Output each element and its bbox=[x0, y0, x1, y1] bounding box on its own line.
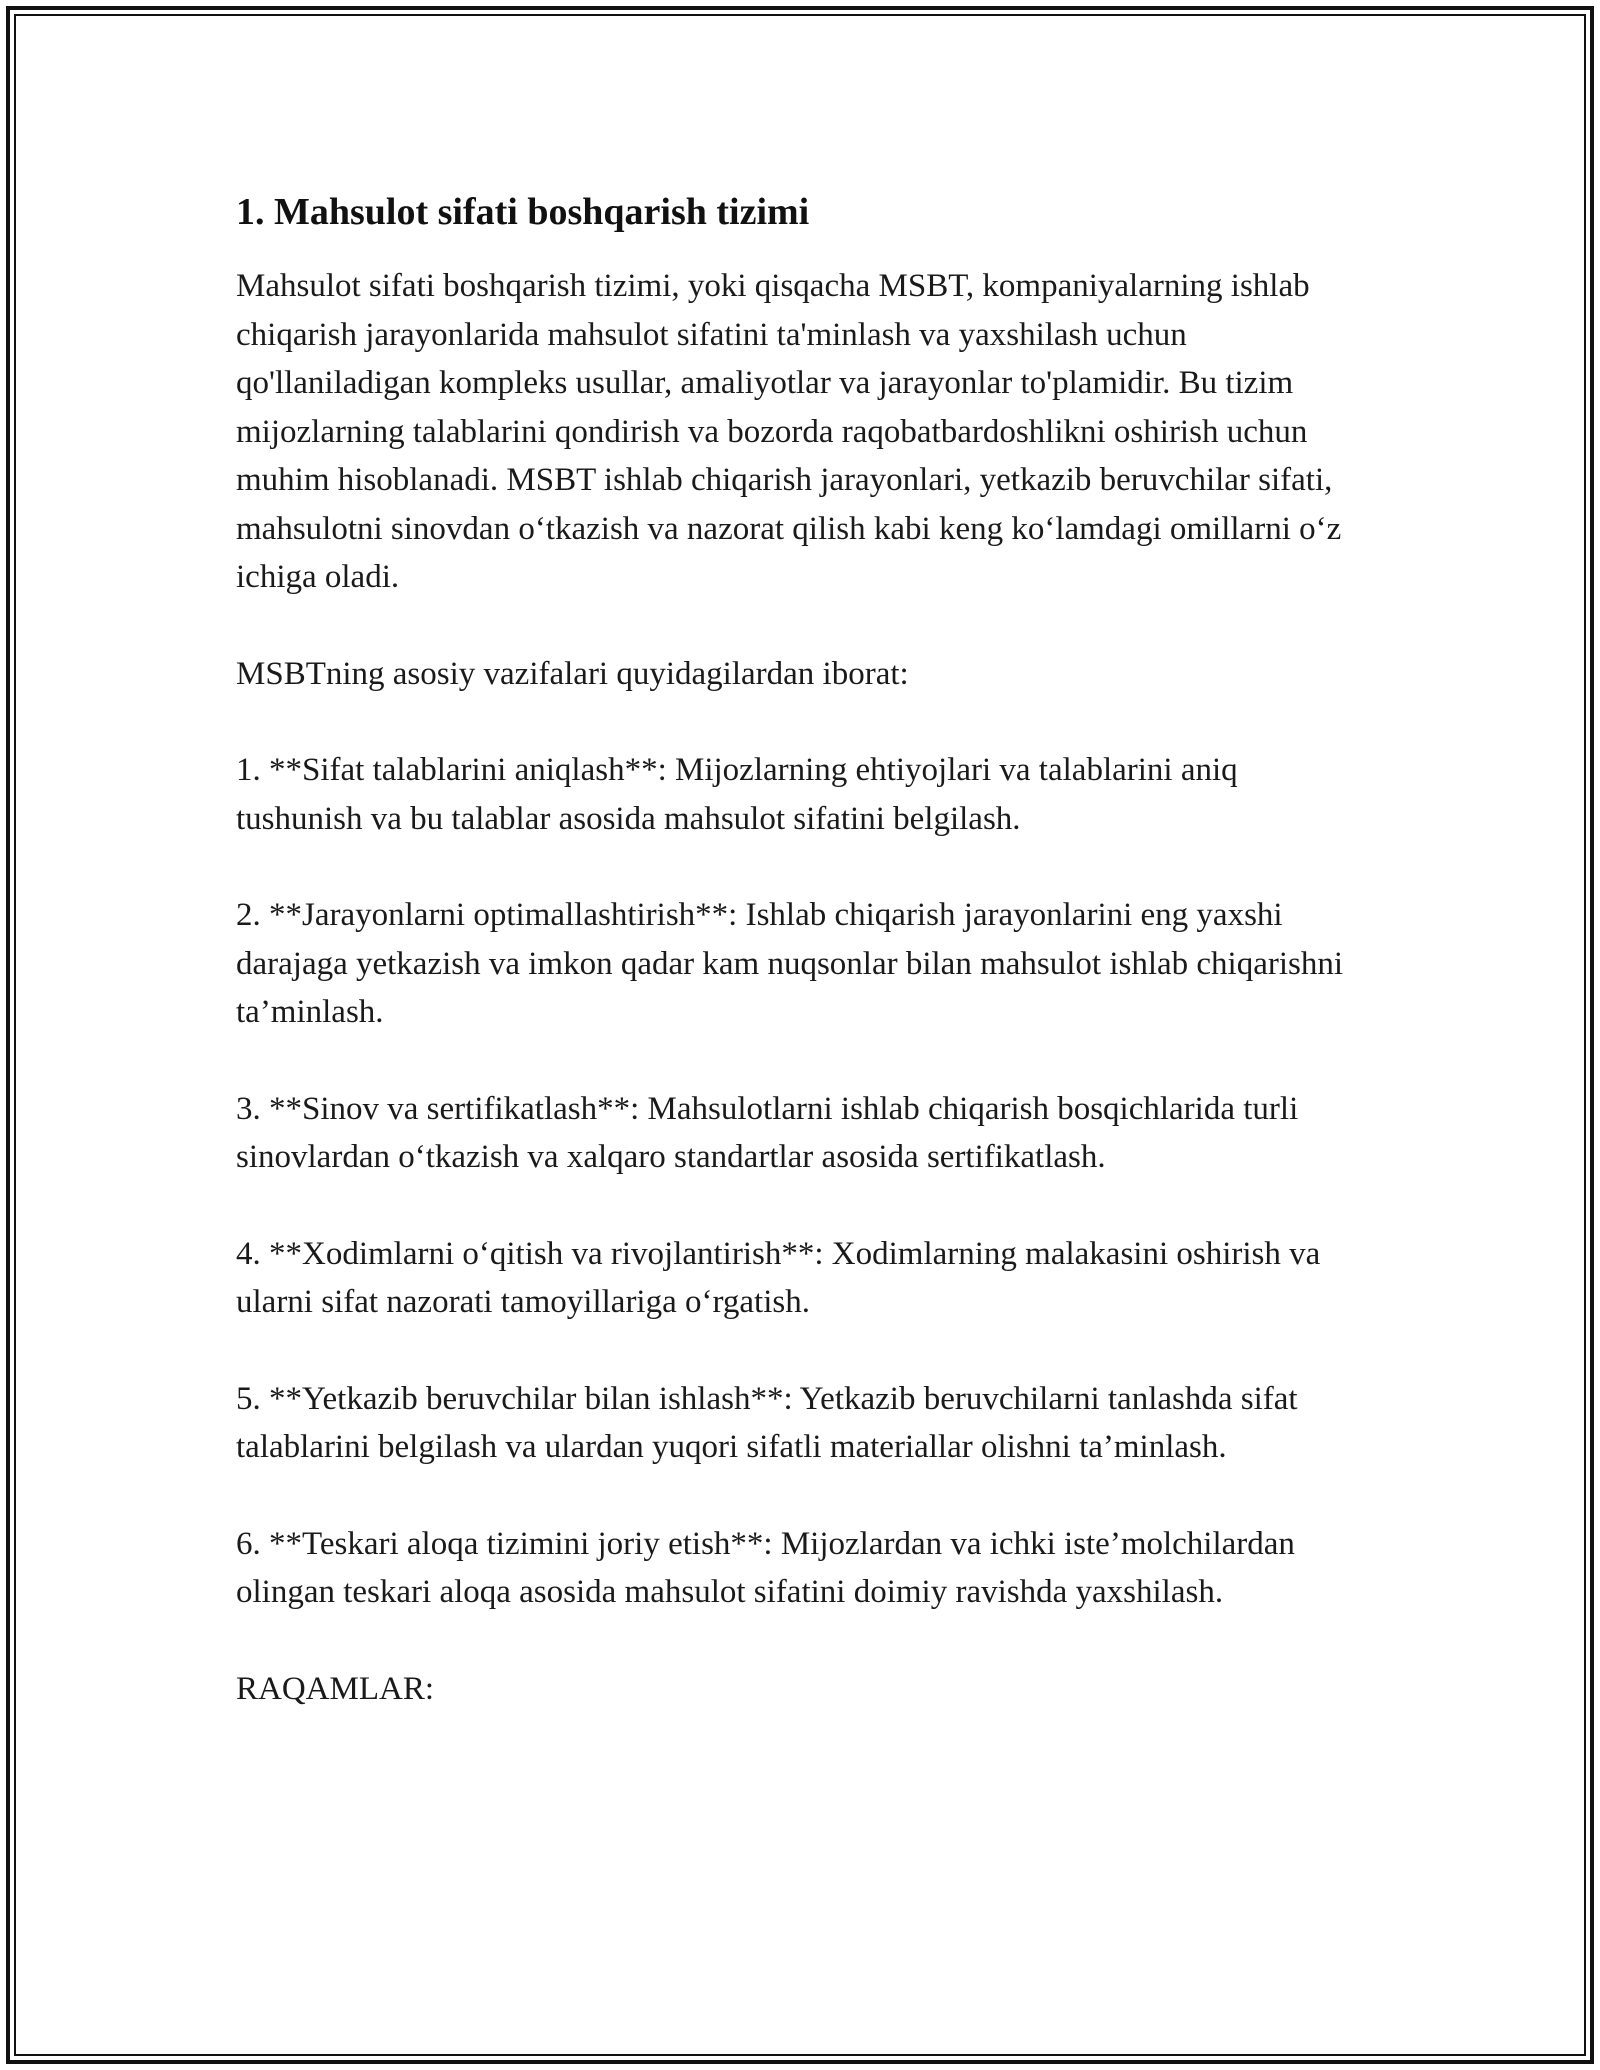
list-item-4: 4. **Xodimlarni o‘qitish va rivojlantirish**: Xodimlarning malakasini oshirish va ularni sifat nazorati tamoyillariga o‘rgatish. bbox=[236, 1235, 1321, 1320]
list-item-5: 5. **Yetkazib beruvchilar bilan ishlash**: Yetkazib beruvchilarni tanlashda sifat talablarini belgilash va ulardan yuqori sifatli materiallar olishni ta’minlash. bbox=[236, 1380, 1298, 1465]
document-body bbox=[236, 188, 1366, 1713]
list-item-2: 2. **Jarayonlarni optimallashtirish**: Ishlab chiqarish jarayonlarini eng yaxshi darajaga yetkazish va imkon qadar kam nuqsonlar bilan mahsulot ishlab chiqarishni ta’minlash. bbox=[236, 897, 1344, 1030]
intro-paragraph: Mahsulot sifati boshqarish tizimi, yoki qisqacha MSBT, kompaniyalarning ishlab chiqarish jarayonlarida mahsulot sifatini ta'minlash va yaxshilash uchun qo'llaniladigan kompleks usullar, amaliyotlar va jarayonlar to'plamidir. Bu tizim mijozlarning talablarini qondirish va bozorda raqobatbardoshlikni oshirish uchun muhim hisoblanadi. MSBT ishlab chiqarish jarayonlari, yetkazib beruvchilar sifati, mahsulotni sinovdan o‘tkazish va nazorat qilish kabi keng ko‘lamdagi omillarni o‘z ichiga oladi. bbox=[236, 268, 1342, 595]
list-item-3: 3. **Sinov va sertifikatlash**: Mahsulotlarni ishlab chiqarish bosqichlarida turli sinovlardan o‘tkazish va xalqaro standartlar asosida sertifikatlash. bbox=[236, 1090, 1299, 1175]
tasks-intro-paragraph: MSBTning asosiy vazifalari quyidagilardan iborat: bbox=[236, 655, 909, 692]
document-title: 1. Mahsulot sifati boshqarish tizimi bbox=[236, 191, 810, 233]
list-item-6: 6. **Teskari aloqa tizimini joriy etish**: Mijozlardan va ichki iste’molchilardan olingan teskari aloqa asosida mahsulot sifatini doimiy ravishda yaxshilash. bbox=[236, 1525, 1295, 1610]
section-label-raqamlar: RAQAMLAR: bbox=[236, 1670, 435, 1707]
list-item-1: 1. **Sifat talablarini aniqlash**: Mijozlarning ehtiyojlari va talablarini aniq tushunish va bu talablar asosida mahsulot sifatini belgilash. bbox=[236, 752, 1238, 837]
